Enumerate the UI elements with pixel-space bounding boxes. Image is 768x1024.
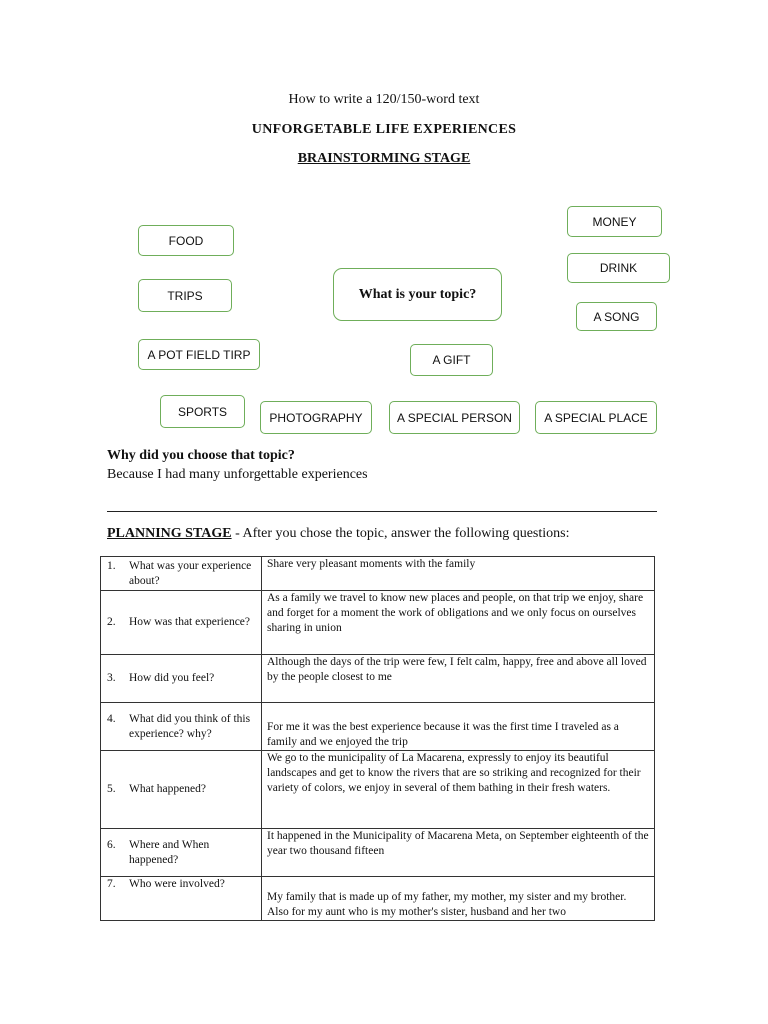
question-text: How was that experience?: [129, 616, 251, 628]
answer-cell: It happened in the Municipality of Macarena Meta, on September eighteenth of the year two thousand fifteen: [262, 829, 655, 877]
why-answer: Because I had many unforgettable experiences: [107, 467, 368, 482]
answer-cell: My family that is made up of my father, my mother, my sister and my brother. Also for my aunt who is my mother's sister, husband and her two: [262, 877, 655, 921]
question-cell: [101, 655, 262, 703]
central-topic-box: What is your topic?: [333, 268, 502, 321]
question-cell: [101, 751, 262, 829]
question-number: 4.: [107, 712, 116, 725]
table-row: [101, 703, 655, 751]
question-text: Where and When happened?: [129, 838, 210, 866]
question-cell: [101, 557, 262, 591]
topic-box-photography: PHOTOGRAPHY: [260, 401, 372, 434]
question-number: 6.: [107, 838, 116, 851]
question-cell: [101, 877, 262, 921]
planning-stage-title: PLANNING STAGE: [107, 526, 232, 541]
topic-box-gift: A GIFT: [410, 344, 493, 376]
question-number: 7.: [107, 878, 116, 890]
table-row: [101, 557, 655, 591]
table-row: [101, 591, 655, 655]
planning-questions-table: [100, 556, 655, 921]
table-row: [101, 829, 655, 877]
answer-cell: Share very pleasant moments with the family: [262, 557, 655, 591]
topic-box-special-person: A SPECIAL PERSON: [389, 401, 520, 434]
topic-box-money: MONEY: [567, 206, 662, 237]
question-text: How did you feel?: [129, 672, 215, 684]
why-question: Why did you choose that topic?: [107, 448, 295, 463]
brainstorming-stage-heading: BRAINSTORMING STAGE: [297, 151, 471, 166]
section-divider: [107, 511, 657, 512]
planning-stage-instruction: - After you chose the topic, answer the following questions:: [231, 526, 570, 541]
question-number: 2.: [107, 616, 116, 628]
question-cell: [101, 703, 262, 751]
question-text: What was your experience about?: [129, 559, 252, 587]
question-text: Who were involved?: [129, 878, 225, 890]
answer-cell: We go to the municipality of La Macarena, expressly to enjoy its beautiful landscapes and get to know the rivers that are so striking and recognized for their variety of colors, we enjoy in several of them bathing in their fresh waters.: [262, 751, 655, 829]
question-cell: [101, 829, 262, 877]
question-number: 1.: [107, 559, 116, 572]
question-text: What did you think of this experience? why?: [129, 712, 251, 740]
topic-box-drink: DRINK: [567, 253, 670, 283]
table-row: [101, 751, 655, 829]
answer-cell: As a family we travel to know new places and people, on that trip we enjoy, share and forget for a moment the work of obligations and we only focus on ourselves sharing in union: [262, 591, 655, 655]
question-number: 3.: [107, 672, 116, 684]
question-text: What happened?: [129, 783, 206, 795]
table-row: [101, 655, 655, 703]
answer-cell: Although the days of the trip were few, I felt calm, happy, free and above all loved by the people closest to me: [262, 655, 655, 703]
topic-box-food: FOOD: [138, 225, 234, 256]
question-number: 5.: [107, 783, 116, 795]
topic-box-song: A SONG: [576, 302, 657, 331]
table-row: [101, 877, 655, 921]
topic-box-special-place: A SPECIAL PLACE: [535, 401, 657, 434]
document-subtitle: How to write a 120/150-word text: [288, 92, 480, 107]
question-cell: [101, 591, 262, 655]
document-title: UNFORGETABLE LIFE EXPERIENCES: [251, 122, 517, 137]
planning-stage-heading: [107, 526, 569, 542]
answer-cell: For me it was the best experience because it was the first time I traveled as a family and we enjoyed the trip: [262, 703, 655, 751]
topic-box-sports: SPORTS: [160, 395, 245, 428]
topic-box-trips: TRIPS: [138, 279, 232, 312]
topic-box-pot-field-trip: A POT FIELD TIRP: [138, 339, 260, 370]
